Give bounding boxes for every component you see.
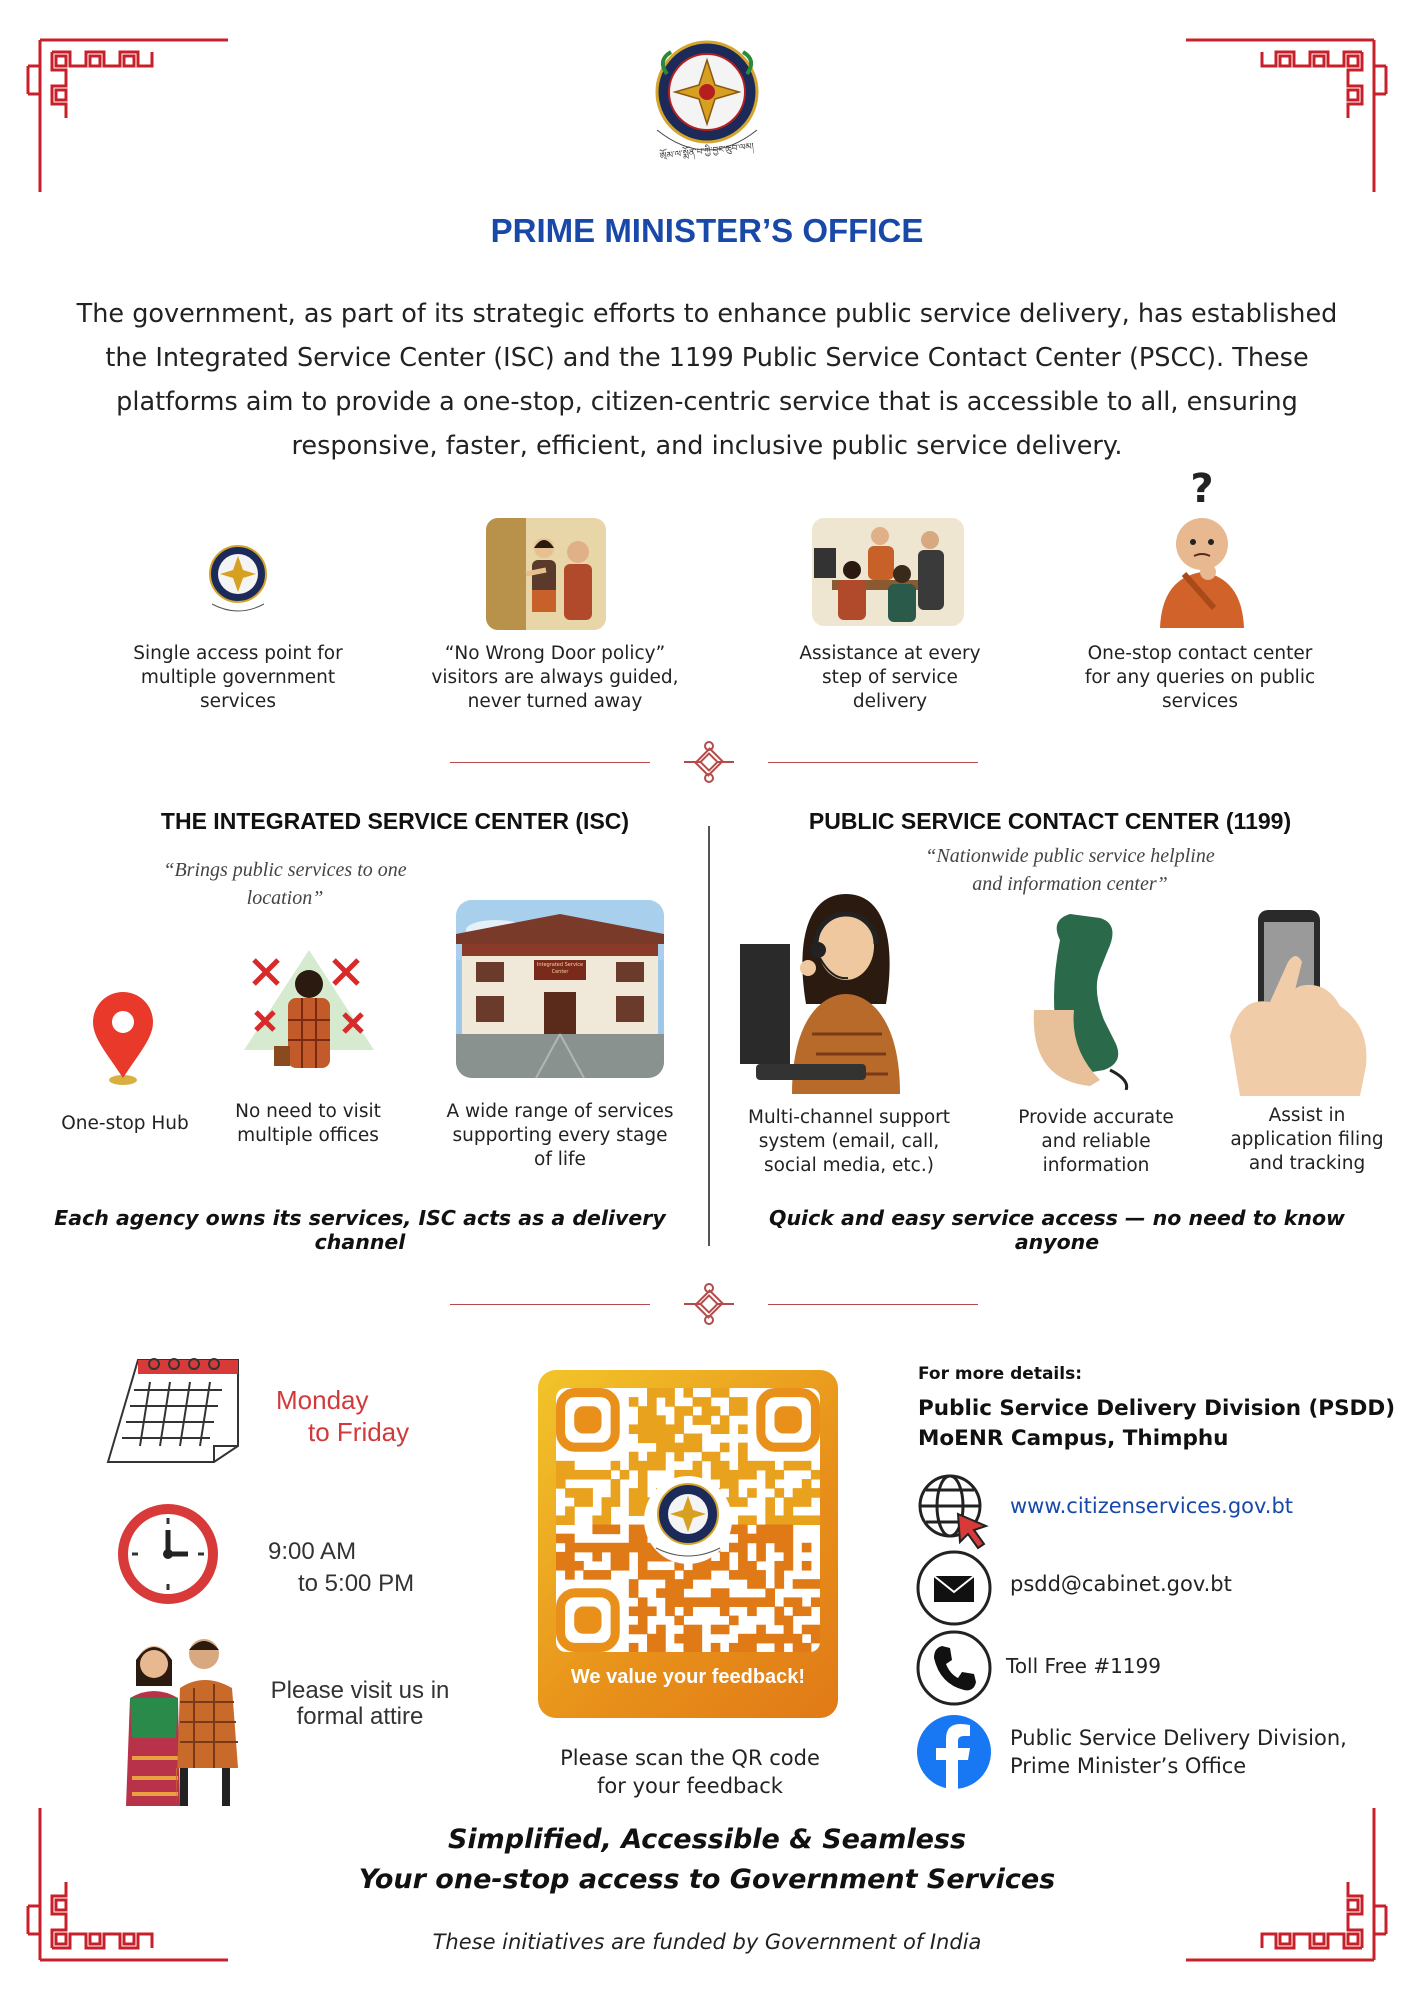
feature-label: Single access point for multiple government services <box>133 643 343 712</box>
isc-item-label: A wide range of services supporting every stage of life <box>446 1101 674 1170</box>
facebook-page-link[interactable]: Public Service Delivery Division, Prime Minister’s Office <box>1010 1726 1347 1778</box>
closing-slogan: Simplified, Accessible & Seamless Your one-stop access to Government Services <box>358 1824 1056 1895</box>
email-icon <box>914 1548 994 1628</box>
divider-line <box>450 762 650 763</box>
intro-line: platforms aim to provide a one-stop, citizen-centric service that is accessible to all, ensuring <box>116 387 1298 417</box>
pscc-item-label: Provide accurate and reliable information <box>1018 1107 1174 1176</box>
call-center-agent-illustration <box>736 884 962 1094</box>
contact-label: For more details: <box>918 1364 1082 1384</box>
emblem-motto: ཨ྄ོམ་ལ་སྨོན་པ་ཀྱི་བྱང་ཆུབ་ལམ། <box>659 142 755 162</box>
intro-line: the Integrated Service Center (ISC) and the 1199 Public Service Contact Center (PSCC). These <box>105 343 1309 373</box>
phone-handset-icon <box>1030 910 1140 1090</box>
calendar-icon <box>104 1356 244 1466</box>
isc-heading: THE INTEGRATED SERVICE CENTER (ISC) <box>160 808 630 834</box>
qr-caption: Please scan the QR code for your feedback <box>560 1746 820 1798</box>
building-sign: Integrated Service Center <box>536 962 584 975</box>
svg-text:?: ? <box>1190 468 1214 512</box>
divider-line <box>768 1304 978 1305</box>
knot-ornament-icon <box>674 1280 744 1328</box>
feature-label: One-stop contact center for any queries on public services <box>1084 643 1316 712</box>
smartphone-hand-illustration <box>1230 906 1380 1096</box>
corner-ornament-top-right <box>1174 0 1414 200</box>
corner-ornament-top-left <box>0 0 240 200</box>
royal-emblem <box>627 30 787 180</box>
attire-note: Please visit us in formal attire <box>270 1677 450 1730</box>
schedule-hours: 9:00 AM to 5:00 PM <box>268 1538 415 1597</box>
toll-free-number[interactable]: Toll Free #1199 <box>1006 1654 1161 1678</box>
divider-line <box>768 762 978 763</box>
facebook-icon <box>914 1712 994 1792</box>
wrong-door-illustration <box>486 518 606 630</box>
isc-tagline: Each agency owns its services, ISC acts as a delivery channel <box>54 1206 666 1254</box>
isc-item-label: No need to visit multiple offices <box>235 1101 381 1146</box>
feature-emblem-icon <box>198 538 278 618</box>
qr-code[interactable] <box>556 1388 820 1652</box>
funding-note: These initiatives are funded by Government of India <box>432 1930 982 1954</box>
question-monk-illustration <box>1152 468 1252 628</box>
pscc-heading: PUBLIC SERVICE CONTACT CENTER (1199) <box>808 808 1292 834</box>
location-pin-icon <box>88 990 158 1090</box>
phone-icon <box>914 1628 994 1708</box>
intro-line: responsive, faster, efficient, and inclusive public service delivery. <box>291 431 1123 461</box>
intro-paragraph <box>60 292 1354 468</box>
globe-icon <box>914 1470 994 1550</box>
section-divider <box>708 826 710 1246</box>
qr-card[interactable] <box>538 1370 838 1718</box>
contact-org: Public Service Delivery Division (PSDD) MoENR Campus, Thimphu <box>918 1396 1396 1451</box>
website-link[interactable]: www.citizenservices.gov.bt <box>1010 1494 1294 1518</box>
formal-attire-couple-illustration <box>114 1628 242 1806</box>
isc-quote: “Brings public services to one location” <box>163 859 407 909</box>
no-visit-offices-illustration <box>234 940 384 1090</box>
qr-feedback-banner: We value your feedback! <box>570 1666 806 1688</box>
email-link[interactable]: psdd@cabinet.gov.bt <box>1010 1572 1232 1596</box>
clock-icon <box>114 1500 222 1608</box>
pscc-tagline: Quick and easy service access — no need to know anyone <box>769 1206 1345 1254</box>
assistance-illustration <box>812 518 964 626</box>
divider-line <box>450 1304 650 1305</box>
pscc-item-label: Multi-channel support system (email, call, social media, etc.) <box>747 1107 950 1176</box>
qr-emblem-icon <box>556 1388 820 1652</box>
isc-building-illustration <box>456 900 664 1078</box>
feature-label: Assistance at every step of service delivery <box>799 643 981 712</box>
schedule-days: Monday to Friday <box>276 1385 410 1447</box>
intro-line: The government, as part of its strategic efforts to enhance public service delivery, has established <box>76 299 1338 329</box>
pscc-item-label: Assist in application filing and tracking <box>1230 1105 1384 1174</box>
page-title: PRIME MINISTER’S OFFICE <box>490 212 924 249</box>
knot-ornament-icon <box>674 738 744 786</box>
isc-item-label: One-stop Hub <box>61 1113 189 1134</box>
pscc-quote: “Nationwide public service helpline and information center” <box>925 845 1215 895</box>
feature-label: “No Wrong Door policy” visitors are always guided, never turned away <box>431 643 679 712</box>
